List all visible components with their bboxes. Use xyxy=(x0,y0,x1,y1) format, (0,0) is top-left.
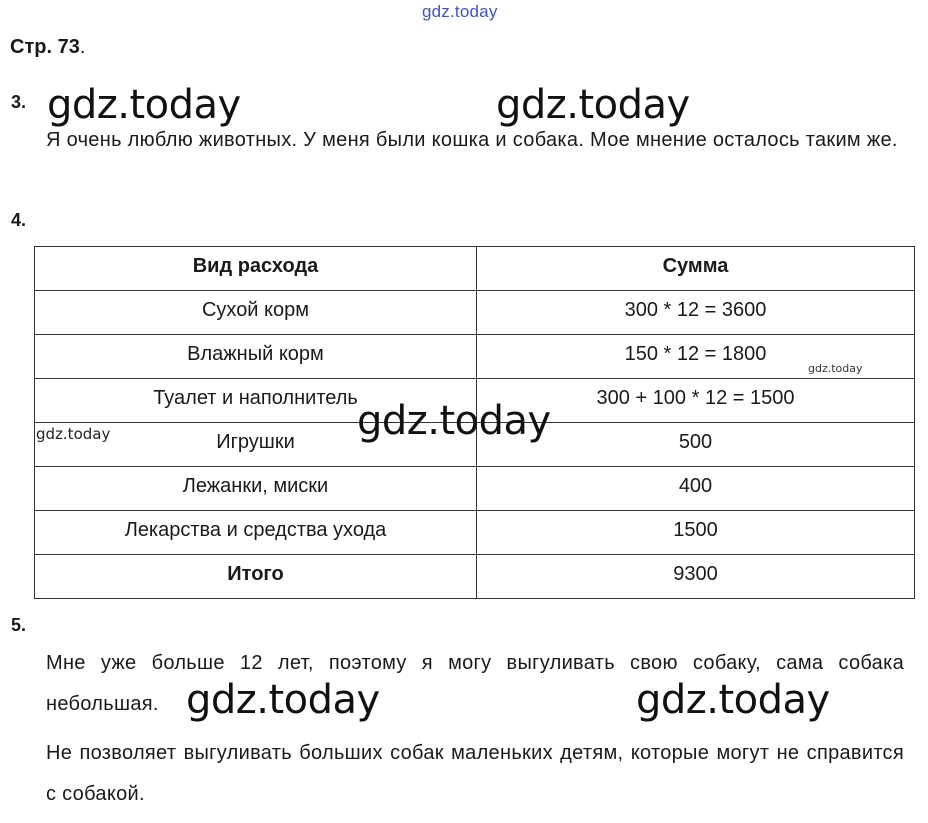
task3-number: 3. xyxy=(11,92,27,112)
expense-type-cell: Туалет и наполнитель xyxy=(35,379,477,423)
expense-type-cell: Влажный корм xyxy=(35,335,477,379)
expense-type-cell: Сухой корм xyxy=(35,291,477,335)
expense-type-cell: Лежанки, миски xyxy=(35,467,477,511)
expense-type-cell: Игрушки xyxy=(35,423,477,467)
table-header-row xyxy=(35,247,915,291)
header-amount: Сумма xyxy=(477,247,915,291)
expense-type-cell: Лекарства и средства ухода xyxy=(35,511,477,555)
amount-cell: 300 + 100 * 12 = 1500 xyxy=(477,379,915,423)
watermark-large: gdz.today xyxy=(636,677,830,723)
task4-number: 4. xyxy=(11,210,27,230)
watermark-tiny: gdz.today xyxy=(808,362,863,375)
task5-paragraph1: Мне уже больше 12 лет, поэтому я могу выгуливать свою собаку, сама собака небольшая. xyxy=(46,652,904,715)
page-label xyxy=(10,36,85,59)
amount-cell: 150 * 12 = 1800 xyxy=(477,335,915,379)
table-row xyxy=(35,335,915,379)
page-label-dot: . xyxy=(79,36,86,58)
table-row xyxy=(35,467,915,511)
watermark-large: gdz.today xyxy=(496,82,690,128)
watermark-large: gdz.today xyxy=(186,677,380,723)
amount-cell: 300 * 12 = 3600 xyxy=(477,291,915,335)
page-label-text: Стр. 73 xyxy=(10,36,80,58)
table-total-row xyxy=(35,555,915,599)
watermark-large: gdz.today xyxy=(357,398,551,444)
watermark-large: gdz.today xyxy=(47,82,241,128)
table-row xyxy=(35,291,915,335)
task5-paragraph2: Не позволяет выгуливать больших собак маленьких детям, которые могут не справится с собакой. xyxy=(46,742,904,805)
task5-number: 5. xyxy=(11,615,27,635)
amount-cell: 1500 xyxy=(477,511,915,555)
header-expense-type: Вид расхода xyxy=(35,247,477,291)
table-row xyxy=(35,511,915,555)
amount-cell: 400 xyxy=(477,467,915,511)
watermark-top: gdz.today xyxy=(422,2,498,21)
amount-cell: 500 xyxy=(477,423,915,467)
total-label-cell: Итого xyxy=(35,555,477,599)
task3-text: Я очень люблю животных. У меня были кошка и собака. Мое мнение осталось таким же. xyxy=(46,129,898,151)
total-amount-cell: 9300 xyxy=(477,555,915,599)
watermark-small: gdz.today xyxy=(36,425,111,443)
